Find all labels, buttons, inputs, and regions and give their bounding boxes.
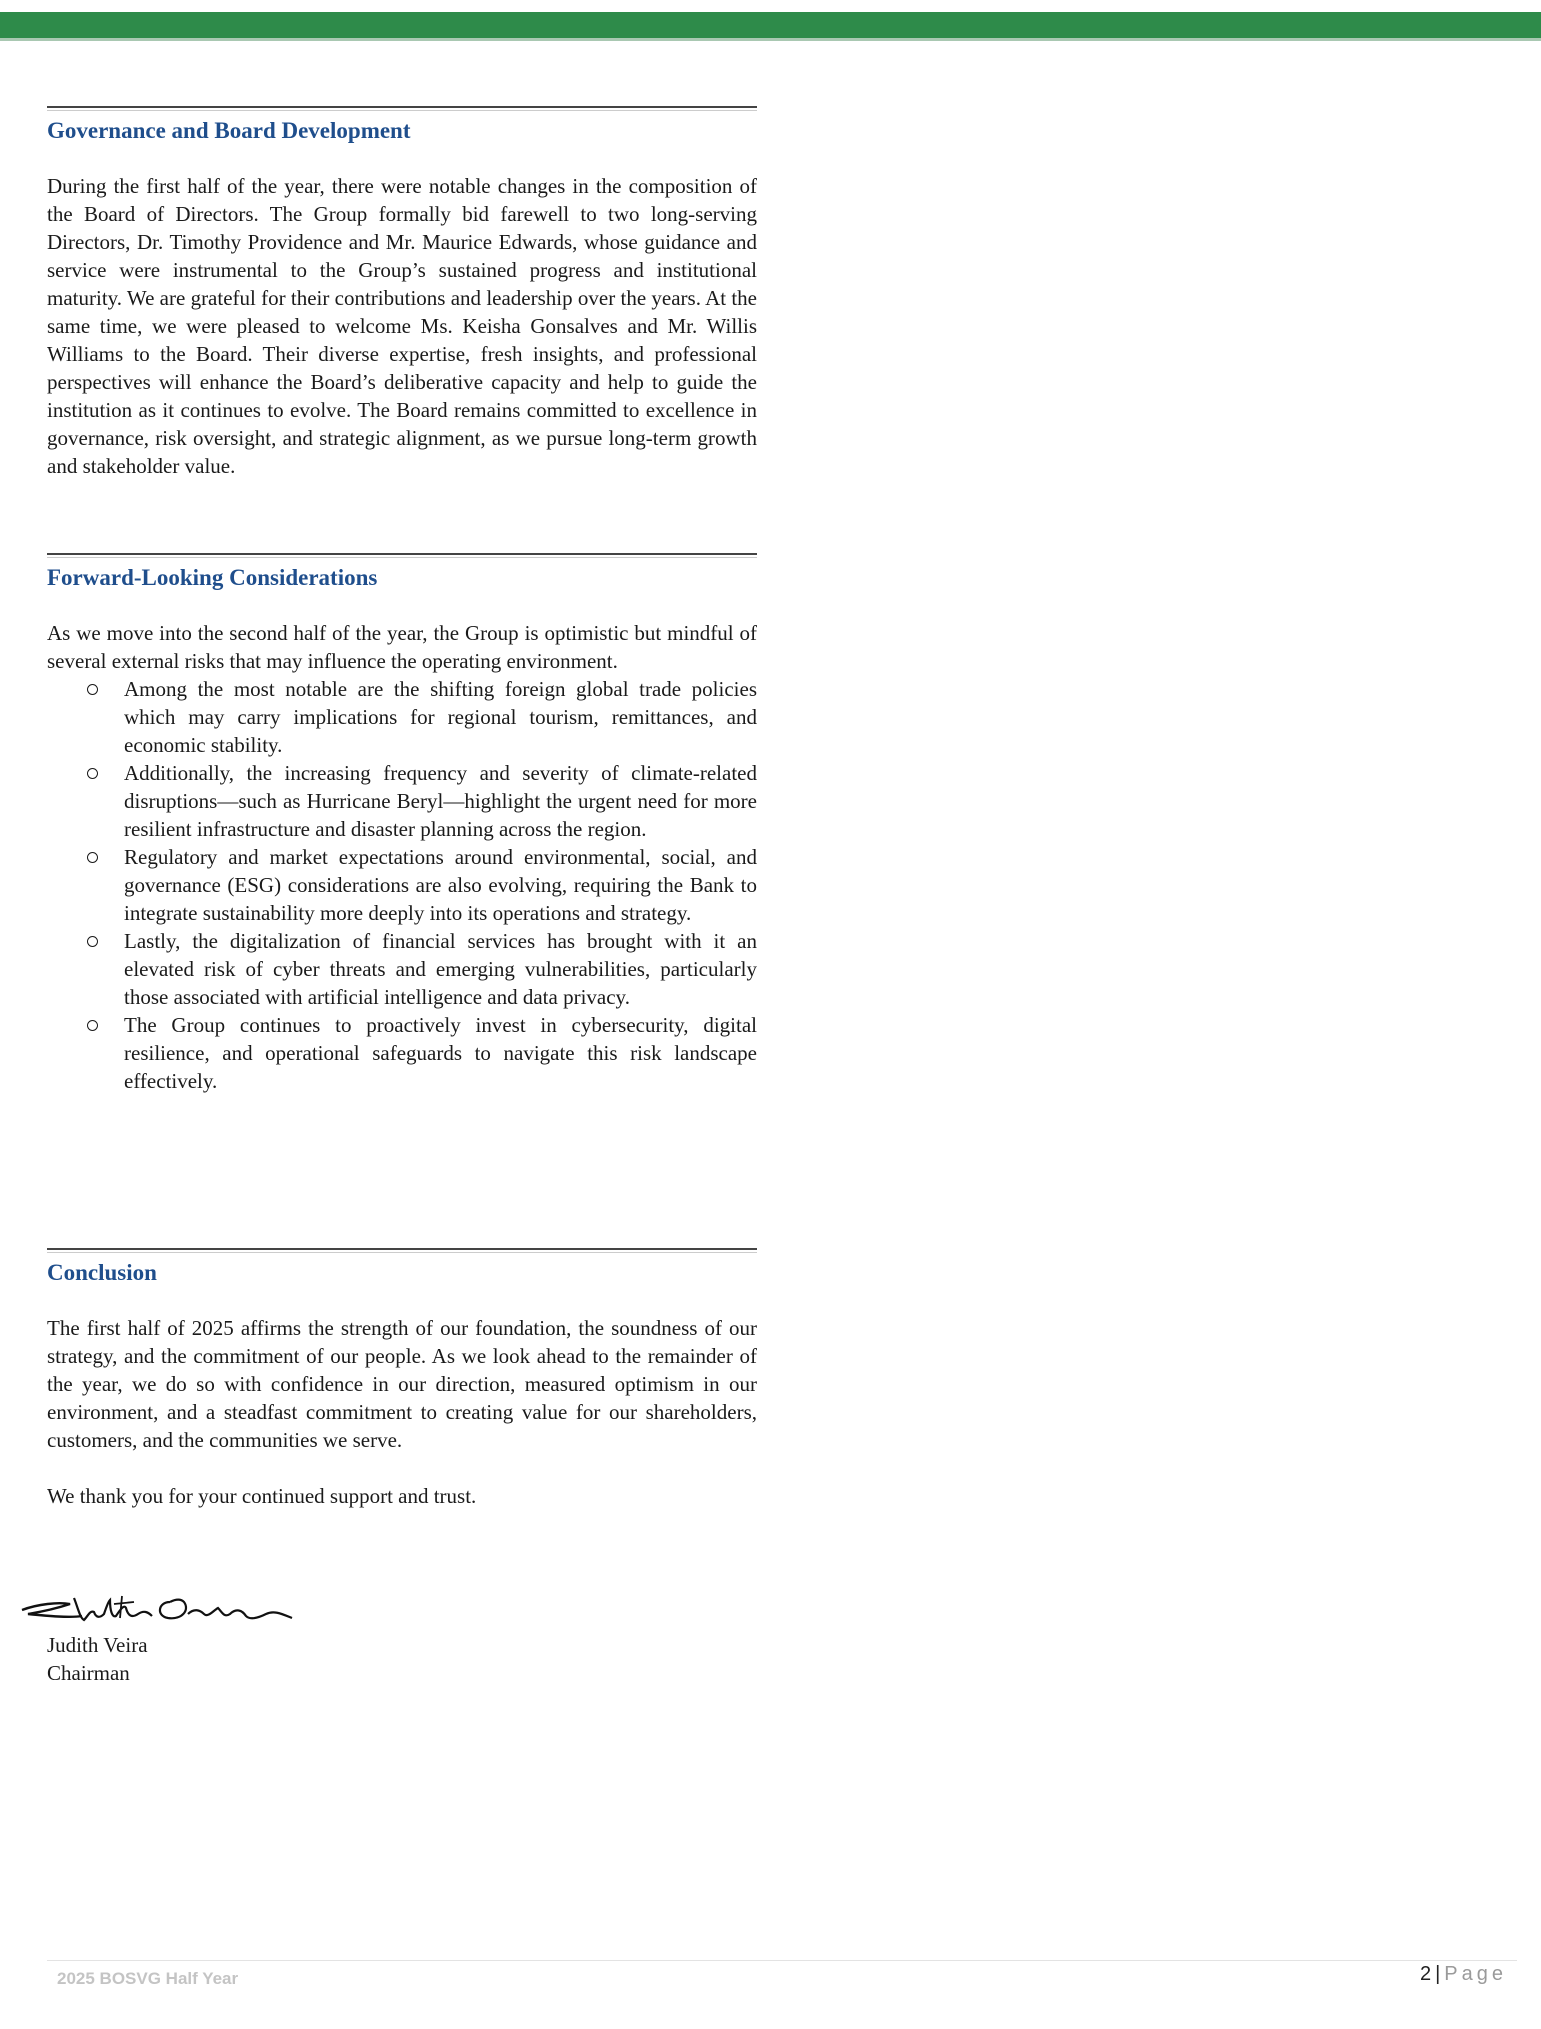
hollow-circle-bullet-icon [87, 852, 98, 863]
section-governance [47, 106, 757, 480]
header-band [0, 12, 1541, 38]
signatory-name: Judith Veira [47, 1633, 148, 1657]
section-heading-governance: Governance and Board Development [47, 118, 411, 143]
footer-divider [47, 1960, 1517, 1961]
thanks-line: We thank you for your continued support and trust. [47, 1484, 477, 1508]
list-item: Regulatory and market expectations around environmental, social, and governance (ESG) considerations are also evolving, requiring the Bank to integrate sustainability more deeply into its operations and strategy. [47, 843, 757, 927]
page-separator: | [1435, 1963, 1441, 1985]
list-item: Additionally, the increasing frequency and severity of climate-related disruptions—such as Hurricane Beryl—highlight the urgent need for more resilient infrastructure and disaster planning across the region. [47, 759, 757, 843]
signature-text: Judith Veira [18, 1575, 95, 1592]
page-label: Page [1444, 1963, 1507, 1985]
page-number: 2 [1419, 1963, 1432, 1985]
section-heading-conclusion: Conclusion [47, 1260, 157, 1285]
forward-intro-paragraph: As we move into the second half of the year, the Group is optimistic but mindful of several external risks that may influence the operating environment. [47, 621, 757, 673]
section-forward-looking [47, 553, 757, 1095]
handwritten-signature [18, 1575, 298, 1628]
signatory-title: Chairman [47, 1661, 130, 1685]
list-item: Lastly, the digitalization of financial services has brought with it an elevated risk of cyber threats and emerging vulnerabilities, particularly those associated with artificial intelligence and data privacy. [47, 927, 757, 1011]
hollow-circle-bullet-icon [87, 684, 98, 695]
conclusion-paragraph: The first half of 2025 affirms the strength of our foundation, the soundness of our strategy, and the commitment of our people. As we look ahead to the remainder of the year, we do so with confidence in our direction, measured optimism in our environment, and a steadfast commitment to creating value for our shareholders, customers, and the communities we serve. [47, 1316, 757, 1452]
list-item: The Group continues to proactively invest in cybersecurity, digital resilience, and operational safeguards to navigate this risk landscape effectively. [47, 1011, 757, 1095]
section-divider [47, 1248, 757, 1253]
hollow-circle-bullet-icon [87, 768, 98, 779]
header-band-underline [0, 38, 1541, 41]
section-conclusion [47, 1248, 757, 1510]
section-divider [47, 106, 757, 111]
hollow-circle-bullet-icon [87, 936, 98, 947]
governance-paragraph: During the first half of the year, there were notable changes in the composition of the Board of Directors. The Group formally bid farewell to two long-serving Directors, Dr. Timothy Providence and Mr. Maurice Edwards, whose guidance and service were instrumental to the Group’s sustained progress and institutional maturity. We are grateful for their contributions and leadership over the years. At the same time, we were pleased to welcome Ms. Keisha Gonsalves and Mr. Willis Williams to the Board. Their diverse expertise, fresh insights, and professional perspectives will enhance the Board’s deliberative capacity and help to guide the institution as it continues to evolve. The Board remains committed to excellence in governance, risk oversight, and strategic alignment, as we pursue long-term growth and stakeholder value. [47, 174, 757, 478]
section-heading-forward-looking: Forward-Looking Considerations [47, 565, 378, 590]
section-divider [47, 553, 757, 558]
footer-report-title: 2025 BOSVG Half Year [57, 1969, 239, 1988]
list-item: Among the most notable are the shifting foreign global trade policies which may carry implications for regional tourism, remittances, and economic stability. [47, 675, 757, 759]
hollow-circle-bullet-icon [87, 1020, 98, 1031]
risk-bullet-list [47, 675, 757, 1095]
footer-page-indicator [1420, 1963, 1507, 1986]
